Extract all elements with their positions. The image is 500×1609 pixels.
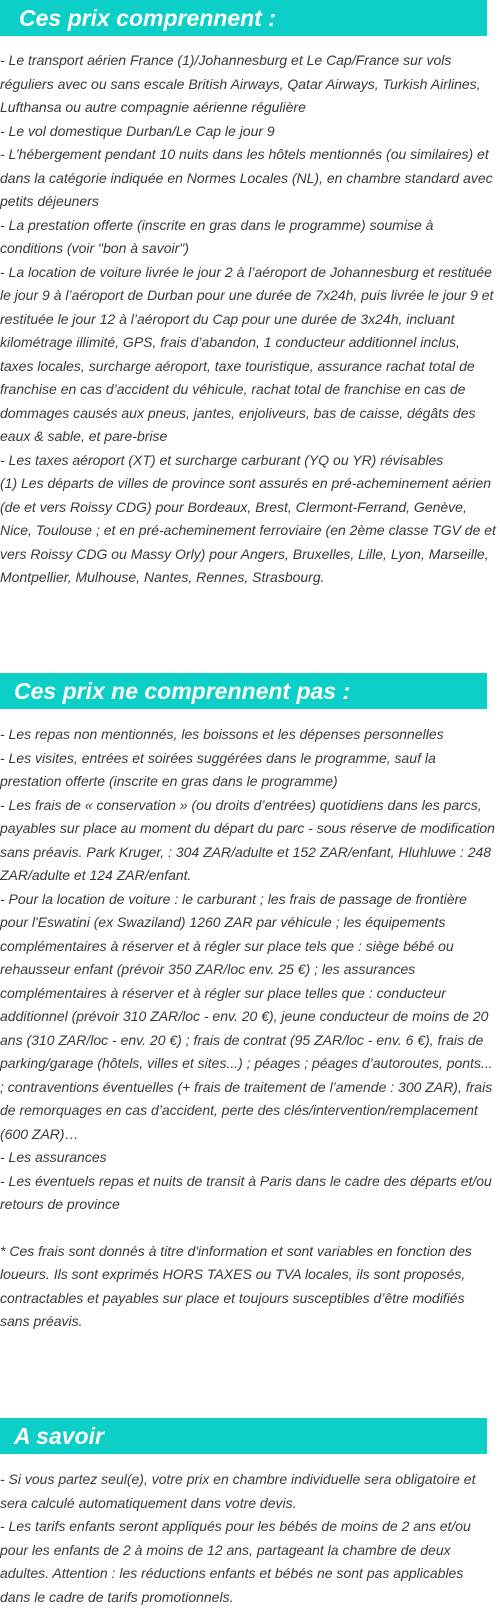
includes-section bbox=[0, 0, 496, 590]
includes-item-domestic-flight: - Le vol domestique Durban/Le Cap le jour 9 bbox=[0, 122, 275, 139]
savoir-list bbox=[0, 1468, 496, 1609]
savoir-item-children: - Les tarifs enfants seront appliqués pour les bébés de moins de 2 ans et/ou pour les enfants de 2 à moins de 12 ans, partageant la chambre de deux adultes. Attention : les réductions enfants et bébés ne sont pas applicables dans le cadre de tarifs promotionnels. bbox=[0, 1518, 471, 1605]
excludes-item-transit: - Les éventuels repas et nuits de transit à Paris dans le cadre des départs et/ou retours de province bbox=[0, 1172, 492, 1212]
includes-list bbox=[0, 49, 496, 590]
excludes-list bbox=[0, 723, 496, 1217]
includes-item-offered-service: - La prestation offerte (inscrite en gras dans le programme) soumise à conditions (voir "bon à savoir") bbox=[0, 216, 434, 256]
includes-title: Ces prix comprennent : bbox=[0, 0, 487, 36]
excludes-title: Ces prix ne comprennent pas : bbox=[0, 673, 487, 709]
excludes-item-insurance: - Les assurances bbox=[0, 1149, 107, 1165]
includes-item-province-departures: (1) Les départs de villes de province sont assurés en pré-acheminement aérien (de et vers Roissy CDG) pour Bordeaux, Brest, Clermont-Ferrand, Genève, Nice, Toulouse ; et en pré-acheminement ferroviaire (en 2ème classe TGV de et vers Roissy CDG ou Massy Orly) pour Angers, Bruxelles, Lille, Lyon, Marseille, Montpellier, Mulhouse, Nantes, Rennes, Strasbourg. bbox=[0, 475, 496, 585]
includes-item-accommodation: - L’hébergement pendant 10 nuits dans les hôtels mentionnés (ou similaires) et dans la catégorie indiquée en Normes Locales (NL), en chambre standard avec petits déjeuners bbox=[0, 146, 493, 209]
includes-item-flights: - Le transport aérien France (1)/Johannesburg et Le Cap/France sur vols réguliers avec ou sans escale British Airways, Qatar Airways, Turkish Airlines, Lufthansa ou autre compagnie aérienne régulière bbox=[0, 52, 481, 115]
includes-item-car-rental: - La location de voiture livrée le jour 2 à l’aéroport de Johannesburg et restituée le jour 9 à l’aéroport de Durban pour une durée de 7x24h, puis livrée le jour 9 et restituée le jour 12 à l’aéroport du Cap pour une durée de 3x24h, incluant kilométrage illimité, GPS, frais d’abandon, 1 conducteur additionnel inclus, taxes locales, surcharge aéroport, taxe touristique, assurance rachat total de franchise en cas d’accident du véhicule, rachat total de franchise en cas de dommages causés aux pneus, jantes, enjoliveurs, bas de caisse, dégâts des eaux & sable, et pare-brise bbox=[0, 263, 494, 444]
savoir-item-single: - Si vous partez seul(e), votre prix en chambre individuelle sera obligatoire et sera calculé automatiquement dans votre devis. bbox=[0, 1471, 476, 1511]
includes-item-taxes: - Les taxes aéroport (XT) et surcharge carburant (YQ ou YR) révisables bbox=[0, 451, 444, 468]
savoir-section bbox=[0, 1418, 496, 1609]
excludes-item-visits: - Les visites, entrées et soirées suggérées dans le programme, sauf la prestation offerte (inscrite en gras dans le programme) bbox=[0, 749, 436, 789]
excludes-item-car-rental: - Pour la location de voiture : le carburant ; les frais de passage de frontière pour l'Eswatini (ex Swaziland) 1260 ZAR par véhicule ; les équipements complémentaires à réserver et à régler sur place tels que : siège bébé ou rehausseur enfant (prévoir 350 ZAR/loc env. 25 €) ; les assurances complémentaires à réserver et à régler sur place telles que : conducteur additionnel (prévoir 310 ZAR/loc - env. 20 €), jeune conducteur de moins de 20 ans (310 ZAR/loc - env. 20 €) ; frais de contrat (95 ZAR/loc - env. 6 €), frais de parking/garage (hôtels, villes et sites...) ; péages ; péages d’autoroutes, ponts... ; contraventions éventuelles (+ frais de traitement de l’amende : 300 ZAR), frais de remorquages en cas d’accident, perte des clés/intervention/remplacement (600 ZAR)… bbox=[0, 890, 493, 1142]
excludes-section bbox=[0, 673, 496, 1334]
excludes-note: * Ces frais sont donnés à titre d'information et sont variables en fonction des loueurs. Ils sont exprimés HORS TAXES ou TVA locales, ils sont proposés, contractables et payables sur place et toujours susceptibles d’être modifiés sans préavis. bbox=[0, 1242, 472, 1329]
excludes-item-park-fees: - Les frais de « conservation » (ou droits d’entrées) quotidiens dans les parcs, payables sur place au moment du départ du parc - sous réserve de modification sans préavis. Park Kruger, : 304 ZAR/adulte et 152 ZAR/enfant, Hluhluwe : 248 ZAR/adulte et 124 ZAR/enfant. bbox=[0, 796, 495, 883]
excludes-item-meals: - Les repas non mentionnés, les boissons et les dépenses personnelles bbox=[0, 726, 444, 742]
savoir-title: A savoir bbox=[0, 1418, 487, 1454]
